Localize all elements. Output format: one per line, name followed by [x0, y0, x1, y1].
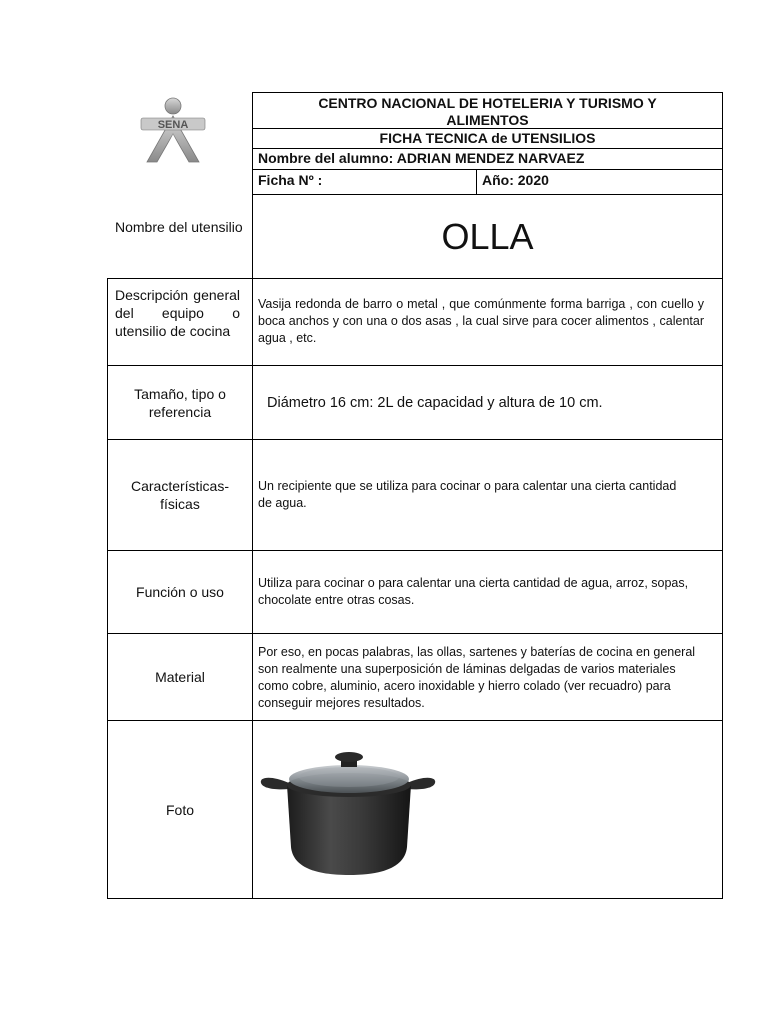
nombre-label-cell	[108, 194, 253, 279]
sena-logo	[133, 94, 213, 169]
sena-logo-icon	[133, 94, 213, 169]
tamano-label-cell	[107, 365, 253, 440]
descripcion-value-cell	[252, 278, 723, 366]
tamano-value-cell	[252, 365, 723, 440]
funcion-label-cell	[107, 550, 253, 634]
nombre-label: Nombre del utensilio	[115, 219, 243, 235]
funcion-label: Función o uso	[136, 584, 224, 600]
material-label: Material	[155, 669, 205, 685]
sena-logo-text: SENA	[157, 119, 189, 131]
student-name-cell	[252, 148, 723, 170]
funcion-text: Utiliza para cocinar o para calentar una cierta cantidad de agua, arroz, sopas, chocolate entre otras cosas.	[258, 576, 689, 607]
ficha-no-cell	[252, 169, 477, 195]
caracteristicas-label-cell	[107, 439, 253, 551]
student-name: Nombre del alumno: ADRIAN MENDEZ NARVAEZ	[258, 150, 585, 166]
caracteristicas-text: Un recipiente que se utiliza para cocinar o para calentar una cierta cantidad de agua.	[258, 479, 677, 510]
descripcion-label: Descripción general del equipo o utensilio de cocina	[115, 287, 240, 339]
utensil-name: OLLA	[441, 215, 534, 257]
ficha-number: Ficha Nº :	[258, 172, 323, 188]
caracteristicas-label: Características- físicas	[130, 478, 230, 512]
year: Año: 2020	[482, 172, 549, 188]
caracteristicas-value-cell	[252, 439, 723, 551]
header-title-cell	[252, 92, 723, 129]
ficha-tecnica-title: FICHA TECNICA de UTENSILIOS	[379, 130, 596, 146]
ficha-tecnica-cell	[252, 128, 723, 149]
foto-label: Foto	[165, 801, 194, 818]
material-text: Por eso, en pocas palabras, las ollas, sartenes y baterías de cocina en general son realmente una superposición de láminas delgadas de varios materiales como cobre, aluminio, acero inoxidable y hierro colado (ver recuadro) para conseguir mejores resultados.	[258, 645, 696, 710]
foto-label-cell	[107, 720, 253, 899]
year-cell	[476, 169, 723, 195]
descripcion-label-cell	[107, 278, 253, 366]
nombre-value-cell	[252, 194, 723, 279]
cooking-pot-icon	[257, 747, 439, 882]
tamano-text: Diámetro 16 cm: 2L de capacidad y altura de 10 cm.	[267, 395, 603, 411]
center-title: CENTRO NACIONAL DE HOTELERIA Y TURISMO Y ALIMENTOS	[318, 95, 657, 128]
material-value-cell	[252, 633, 723, 721]
foto-value-cell	[252, 720, 723, 899]
material-label-cell	[107, 633, 253, 721]
funcion-value-cell	[252, 550, 723, 634]
tamano-label: Tamaño, tipo o referencia	[134, 385, 226, 420]
descripcion-text: Vasija redonda de barro o metal , que comúnmente forma barriga , con cuello y boca anchos y con una o dos asas , la cual sirve para cocer alimentos , calentar agua , etc.	[258, 297, 704, 345]
